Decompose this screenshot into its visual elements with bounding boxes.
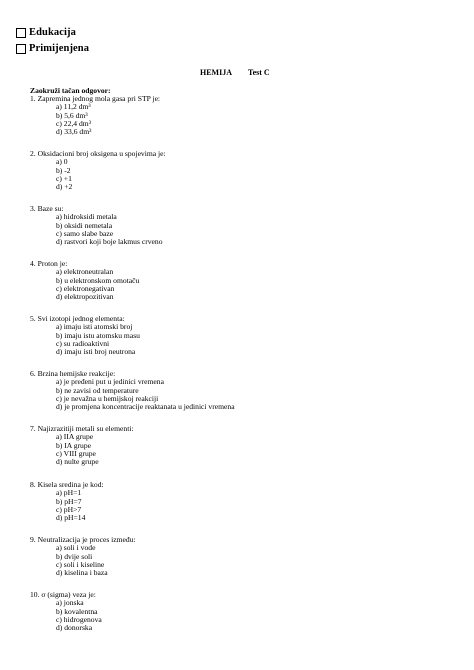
answer-option[interactable]: b) u elektronskom omotaču [56,275,140,285]
question [30,205,163,246]
question-text: 4. Proton je: [30,259,68,268]
question [30,536,136,577]
question [30,591,102,632]
question-text: 1. Zapremina jednog mola gasa pri STP je: [30,94,161,103]
answer-option[interactable]: d) +2 [56,182,73,192]
question [30,370,235,411]
answer-option[interactable]: a) elektroneutralan [56,267,114,277]
answer-option[interactable]: d) donorska [56,623,93,633]
answer-option[interactable]: b) pH=7 [56,496,82,506]
instruction: Zaokruži tačan odgovor: [30,86,111,95]
checkbox-label: Edukacija [29,27,76,38]
answer-option[interactable]: a) IIA grupe [56,432,94,442]
question [30,425,134,466]
answer-option[interactable]: c) soli i kiseline [56,559,105,569]
question [30,315,140,356]
answer-option[interactable]: b) imaju istu atomsku masu [56,330,140,340]
checkbox-label: Primijenjena [29,43,90,54]
answer-option[interactable]: a) hidroksidi metala [56,212,117,222]
question-text: 10. σ (sigma) veza je: [30,590,96,599]
answer-option[interactable]: d) kiselina i baza [56,568,108,578]
answer-option[interactable]: d) je promjena koncentracije reaktanata u jedinici vremena [56,402,235,412]
checkbox-primijenjena[interactable] [16,43,89,54]
question [30,150,166,191]
question [30,481,104,522]
answer-option[interactable]: b) kovalentna [56,606,98,616]
answer-option[interactable]: d) 33,6 dm³ [56,127,92,137]
answer-option[interactable]: c) hidrogenova [56,614,102,624]
checkbox-box[interactable] [16,44,26,54]
answer-option[interactable]: a) je pređeni put u jedinici vremena [56,377,164,387]
answer-option[interactable]: a) pH=1 [56,488,82,498]
answer-option[interactable]: a) soli i vode [56,543,96,553]
question-text: 9. Neutralizacija je proces između: [30,535,136,544]
answer-option[interactable]: d) imaju isti broj neutrona [56,347,136,357]
answer-option[interactable]: c) samo slabe baze [56,228,114,238]
answer-option[interactable]: b) -2 [56,165,71,175]
question-text: 2. Oksidacioni broj oksigena u spojevima je: [30,149,166,158]
subject-name: HEMIJA [200,68,232,77]
question-text: 7. Najizrazitiji metali su elementi: [30,424,134,433]
answer-option[interactable]: a) 0 [56,157,68,167]
answer-option[interactable]: c) elektronegativan [56,283,115,293]
answer-option[interactable]: b) oksidi nemetala [56,220,113,230]
answer-option[interactable]: d) rastvori koji boje lakmus crveno [56,237,163,247]
checkbox-edukacija[interactable] [16,27,76,38]
question [30,260,139,301]
question-text: 8. Kisela sredina je kod: [30,480,104,489]
answer-option[interactable]: a) imaju isti atomski broj [56,322,133,332]
answer-option[interactable]: d) pH=14 [56,513,86,523]
answer-option[interactable]: d) nulte grupe [56,457,99,467]
answer-option[interactable]: c) pH>7 [56,504,82,514]
answer-option[interactable]: b) ne zavisi od temperature [56,385,139,395]
test-variant: Test C [248,68,270,77]
test-title [200,68,270,77]
question-text: 3. Baze su: [30,204,64,213]
question [30,95,160,136]
answer-option[interactable]: a) jonska [56,598,84,608]
answer-option[interactable]: a) 11,2 dm³ [56,102,91,112]
question-text: 6. Brzina hemijske reakcije: [30,369,116,378]
answer-option[interactable]: b) dvije soli [56,551,93,561]
answer-option[interactable]: c) VIII grupe [56,448,96,458]
answer-option[interactable]: c) +1 [56,173,72,183]
answer-option[interactable]: c) su radioaktivni [56,338,110,348]
answer-option[interactable]: c) 22,4 dm³ [56,118,91,128]
answer-option[interactable]: d) elektropozitivan [56,292,114,302]
answer-option[interactable]: b) IA grupe [56,440,92,450]
answer-option[interactable]: b) 5,6 dm³ [56,110,88,120]
answer-option[interactable]: c) je nevažna u hemijskoj reakciji [56,393,159,403]
question-text: 5. Svi izotopi jednog elementa: [30,314,125,323]
checkbox-box[interactable] [16,28,26,38]
